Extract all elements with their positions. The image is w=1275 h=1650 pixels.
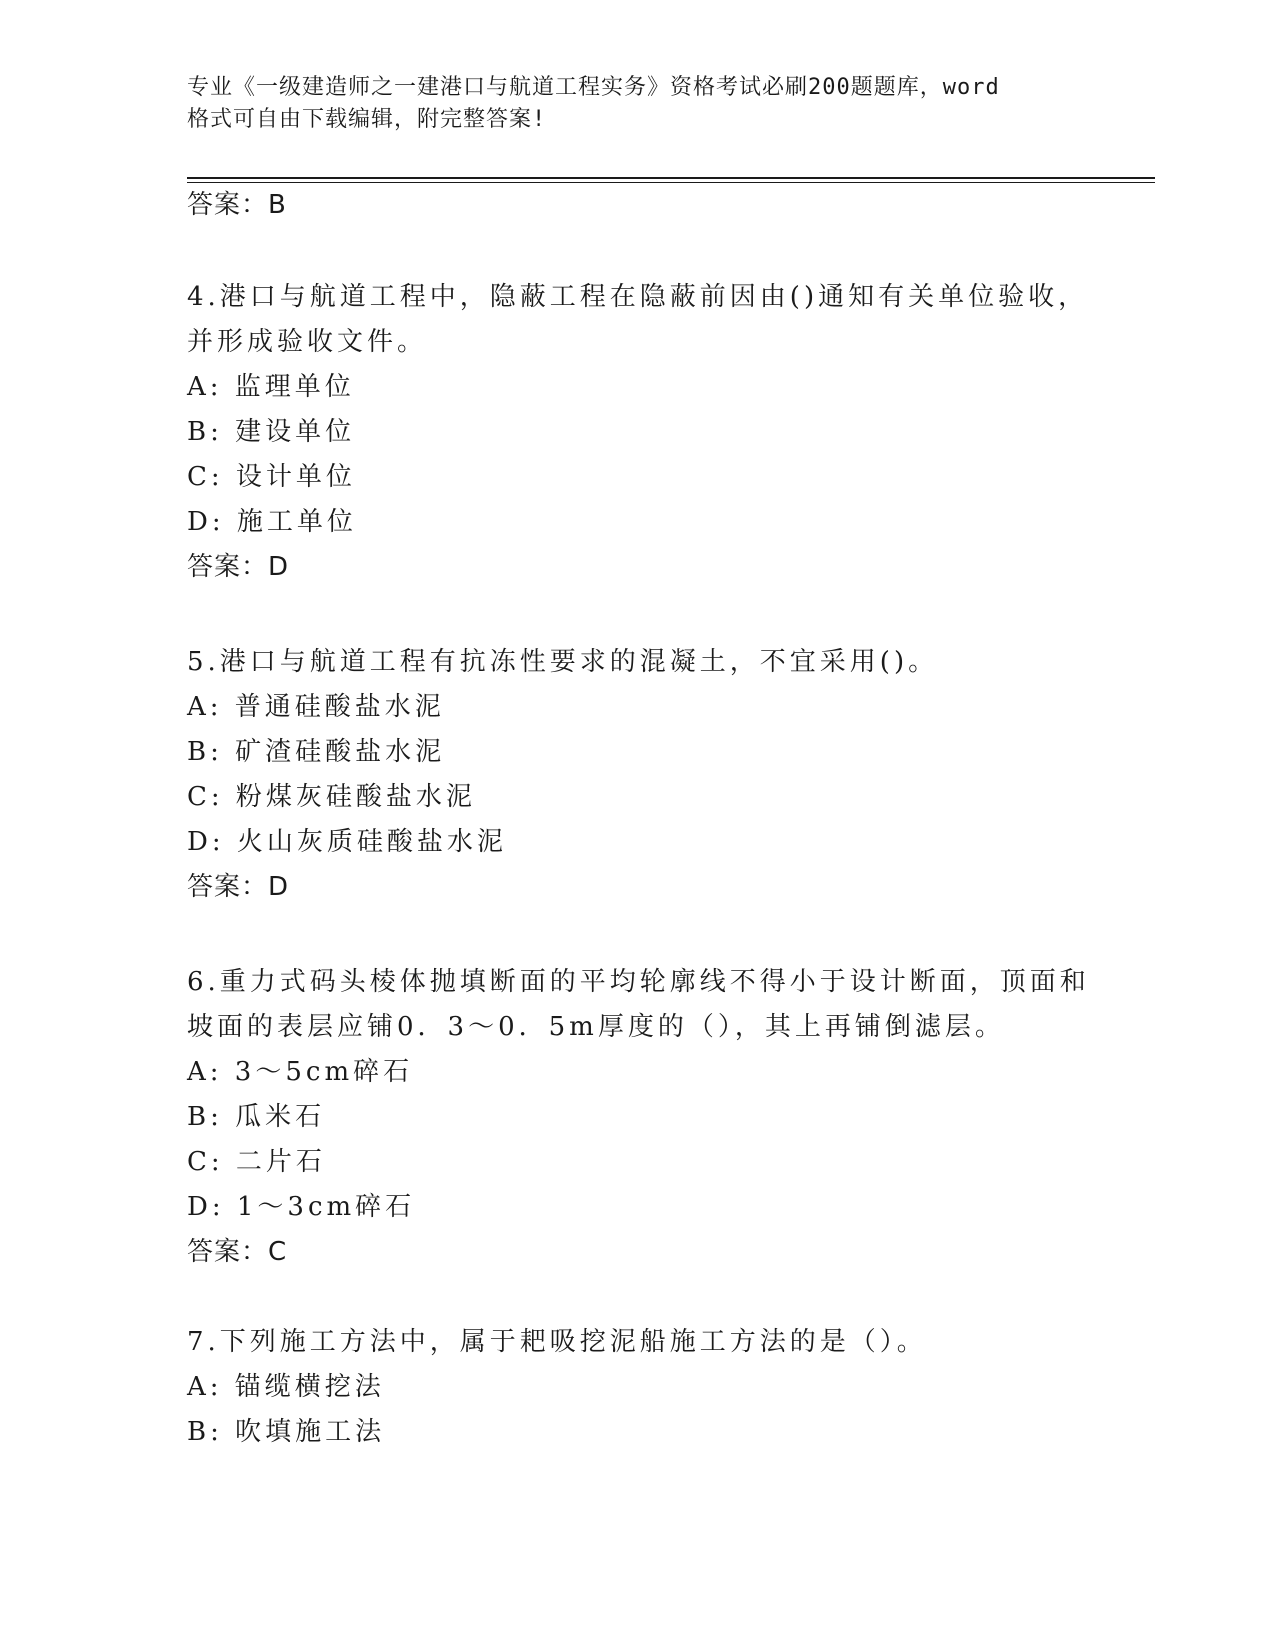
question-stem-line: 坡面的表层应铺0．3～0．5m厚度的（），其上再铺倒滤层。 <box>187 1012 1005 1042</box>
header-line-2: 格式可自由下载编辑，附完整答案! <box>187 107 547 132</box>
question-stem-line: 7.下列施工方法中，属于耙吸挖泥船施工方法的是（）。 <box>187 1327 927 1357</box>
previous-answer-block <box>187 183 1087 228</box>
option-c: C: 二片石 <box>187 1147 326 1177</box>
answer-label: 答案：D <box>187 872 290 902</box>
question-stem-line: 并形成验收文件。 <box>187 327 428 357</box>
option-c: C: 设计单位 <box>187 462 356 492</box>
option-d: D: 1～3cm碎石 <box>187 1192 416 1222</box>
answer-label: 答案：D <box>187 552 290 582</box>
option-b: B: 瓜米石 <box>187 1102 326 1132</box>
answer-label: 答案：B <box>187 190 287 220</box>
option-b: B: 建设单位 <box>187 417 356 447</box>
question-stem-line: 5.港口与航道工程有抗冻性要求的混凝土，不宜采用()。 <box>187 647 939 677</box>
option-a: A: 普通硅酸盐水泥 <box>187 692 445 722</box>
answer-label: 答案：C <box>187 1237 288 1267</box>
header-line-1: 专业《一级建造师之一建港口与航道工程实务》资格考试必刷200题题库，word <box>187 75 1000 100</box>
option-d: D: 火山灰质硅酸盐水泥 <box>187 827 507 857</box>
question-5 <box>187 640 1087 910</box>
question-4 <box>187 275 1087 590</box>
option-a: A: 锚缆横挖法 <box>187 1372 385 1402</box>
document-header <box>187 72 1067 136</box>
option-a: A: 监理单位 <box>187 372 355 402</box>
option-b: B: 吹填施工法 <box>187 1417 386 1447</box>
option-b: B: 矿渣硅酸盐水泥 <box>187 737 446 767</box>
question-7 <box>187 1320 1087 1455</box>
option-c: C: 粉煤灰硅酸盐水泥 <box>187 782 476 812</box>
option-a: A: 3～5cm碎石 <box>187 1057 414 1087</box>
header-divider-thick <box>187 177 1155 179</box>
option-d: D: 施工单位 <box>187 507 357 537</box>
question-6 <box>187 960 1090 1275</box>
question-stem-line: 6.重力式码头棱体抛填断面的平均轮廓线不得小于设计断面，顶面和 <box>187 967 1090 997</box>
question-stem-line: 4.港口与航道工程中，隐蔽工程在隐蔽前因由()通知有关单位验收， <box>187 282 1089 312</box>
